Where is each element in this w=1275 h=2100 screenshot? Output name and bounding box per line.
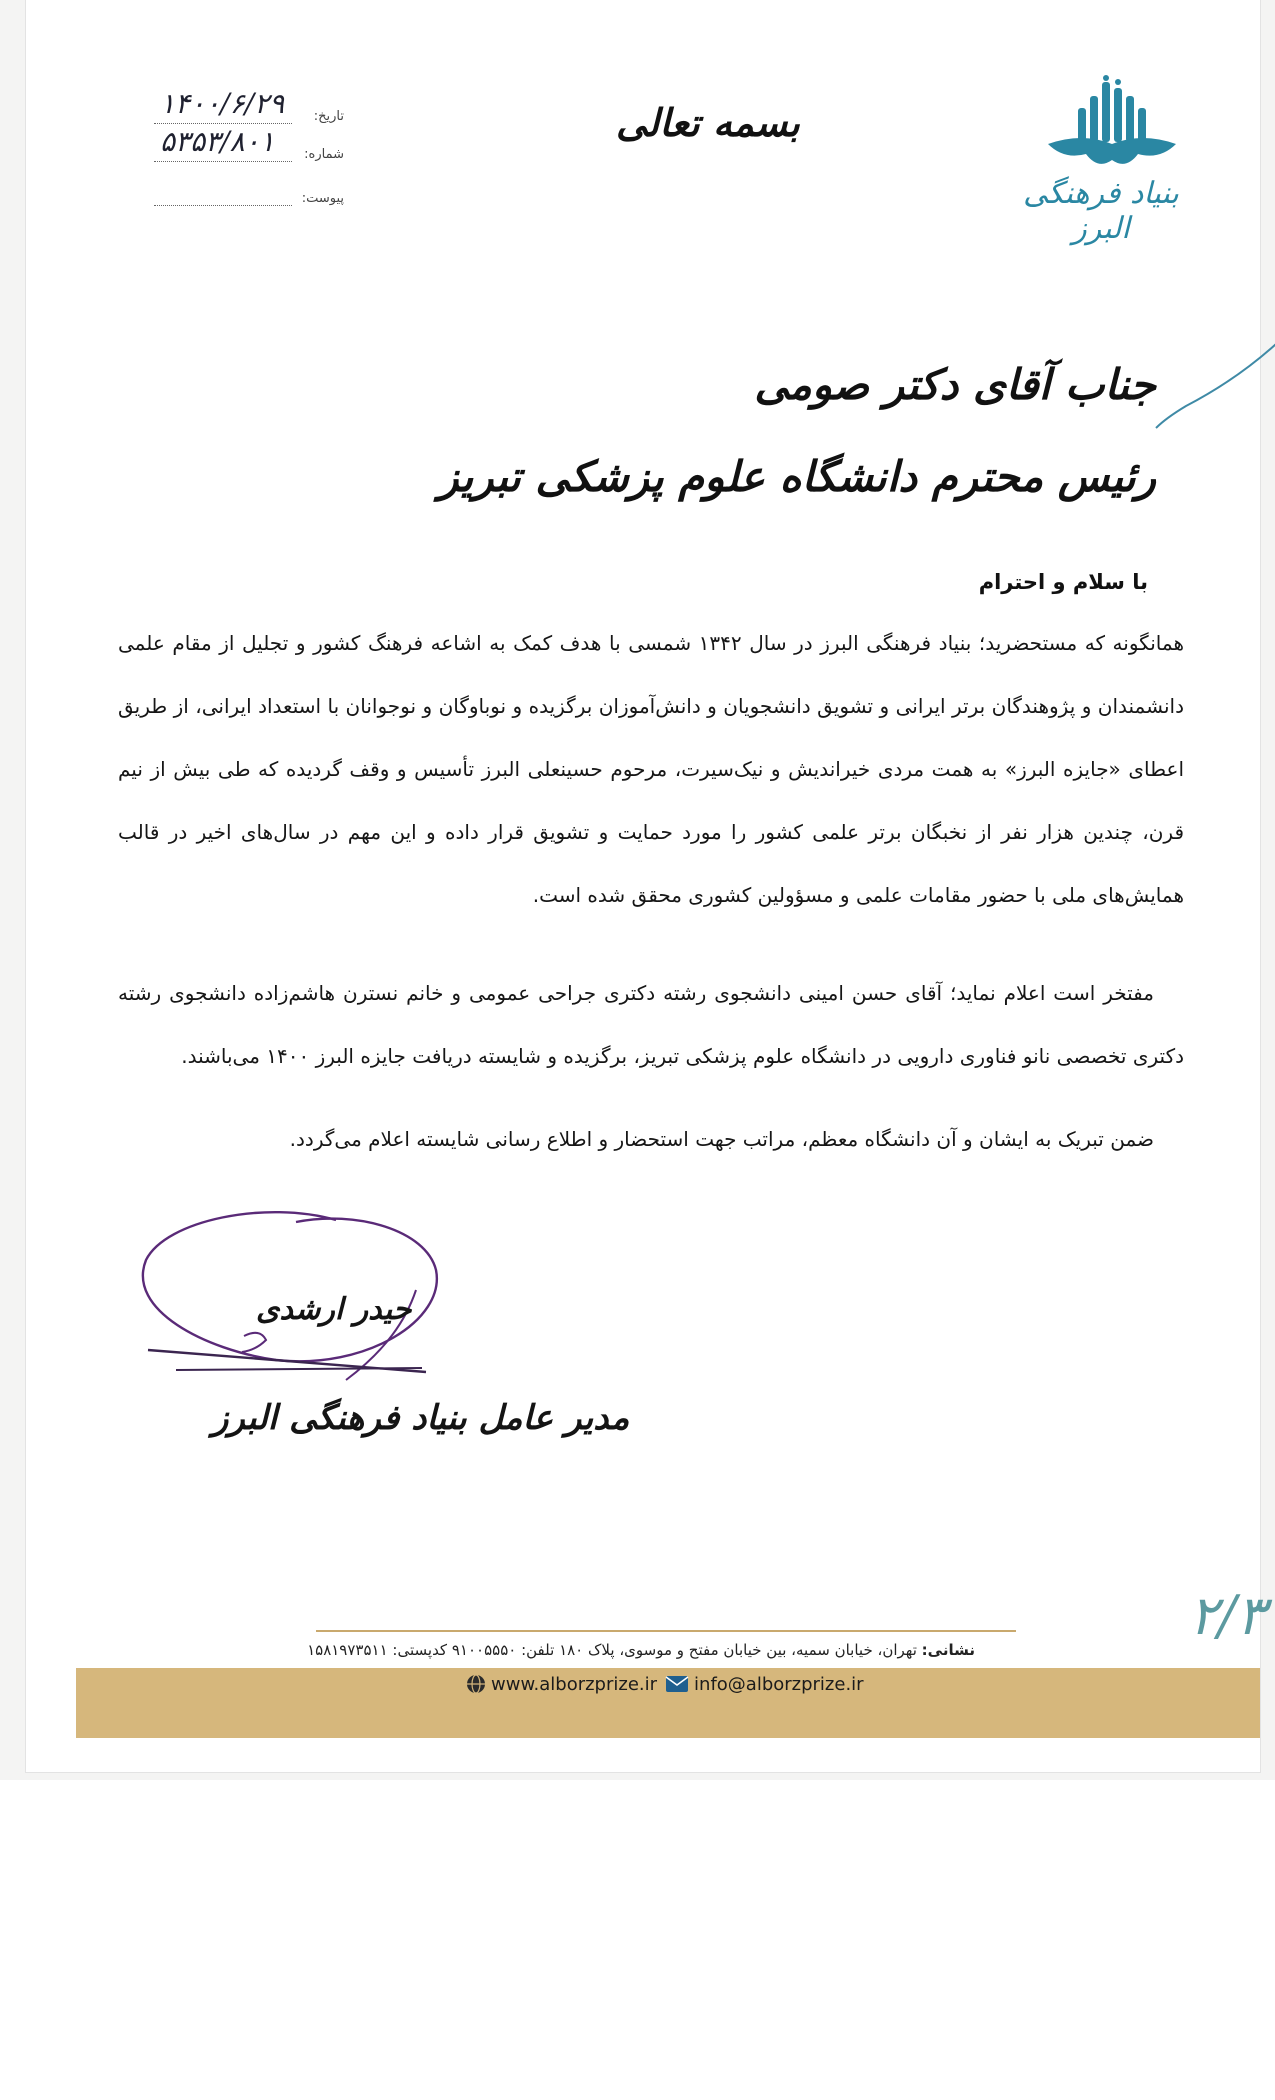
signatory-title: مدیر عامل بنیاد فرهنگی البرز	[212, 1398, 630, 1438]
footer-address-text: تهران، خیابان سمیه، بین خیابان مفتح و موسوی، پلاک ۱۸۰ تلفن: ۹۱۰۰۵۵۵۰ کدپستی: ۱۵۸۱۹۷۳۵۱۱	[307, 1641, 917, 1659]
pen-stroke-mark	[1126, 340, 1275, 440]
body-paragraph-1: همانگونه که مستحضرید؛ بنیاد فرهنگی البرز در سال ۱۳۴۲ شمسی با هدف کمک به اشاعه فرهنگ کشور و تجلیل از مقام علمی دانشمندان و پژوهندگان برتر ایرانی و تشویق دانشجویان و دانش‌آموزان برگزیده و نوباوگان و نوجوانان با استعداد ایرانی، از طریق اعطای «جایزه البرز» به همت مردی خیراندیش و نیک‌سیرت، مرحوم حسینعلی البرز تأسیس و وقف گردیده که طی بیش از نیم قرن، چندین هزار نفر از نخبگان برتر علمی کشور را مورد حمایت و تشویق قرار داده و این مهم در سال‌های اخیر در قالب همایش‌های ملی با حضور مقامات علمی و مسؤولین کشوری محقق شده است.	[118, 631, 1184, 907]
footer-links	[466, 1670, 864, 1698]
body-paragraph-2: مفتخر است اعلام نماید؛ آقای حسن امینی دانشجوی رشته دکتری جراحی عمومی و خانم نسترن هاشم‌زاده دانشجوی رشته دکتری تخصصی نانو فناوری دارویی در دانشگاه علوم پزشکی تبریز، برگزیده و شایسته دریافت جایزه البرز ۱۴۰۰ می‌باشند.	[118, 981, 1184, 1068]
attachment-label: پیوست:	[301, 191, 344, 206]
envelope-icon	[665, 1675, 689, 1693]
number-line	[154, 161, 292, 162]
footer-email[interactable]	[665, 1674, 864, 1695]
number-label: شماره:	[304, 147, 344, 162]
letter-page	[26, 0, 1266, 1772]
body-paragraph-3: ضمن تبریک به ایشان و آن دانشگاه معظم، مراتب جهت استحضار و اطلاع رسانی شایسته اعلام می‌گردد.	[289, 1127, 1154, 1151]
website-text[interactable]: www.alborzprize.ir	[491, 1673, 658, 1695]
signatory-name: حیدر ارشدی	[256, 1292, 412, 1327]
footer-website[interactable]	[466, 1674, 657, 1695]
email-text[interactable]: info@alborzprize.ir	[694, 1673, 864, 1695]
basmala-heading: بسمه تعالی	[616, 100, 800, 145]
footer-divider	[316, 1630, 1016, 1632]
footer-address-label: نشانی:	[921, 1641, 975, 1659]
salutation: با سلام و احترام	[978, 570, 1148, 594]
attachment-line	[154, 205, 292, 206]
number-row	[154, 125, 344, 168]
foundation-logo-icon	[1042, 74, 1182, 184]
date-value: ۱۴۰۰/۶/۲۹	[160, 87, 285, 120]
addressee-title: رئیس محترم دانشگاه علوم پزشکی تبریز	[438, 452, 1156, 501]
date-line	[154, 123, 292, 124]
number-value: ۵۳۵۳/۸۰۱	[160, 125, 275, 158]
page-mark: ۲/۳	[1189, 1584, 1266, 1647]
globe-icon	[466, 1674, 486, 1694]
addressee-name: جناب آقای دکتر صومی	[754, 360, 1156, 409]
foundation-logo-text: بنیاد فرهنگی البرز	[1023, 176, 1179, 246]
attachment-row	[154, 178, 344, 212]
date-label: تاریخ:	[313, 109, 344, 124]
footer-address	[307, 1641, 975, 1659]
